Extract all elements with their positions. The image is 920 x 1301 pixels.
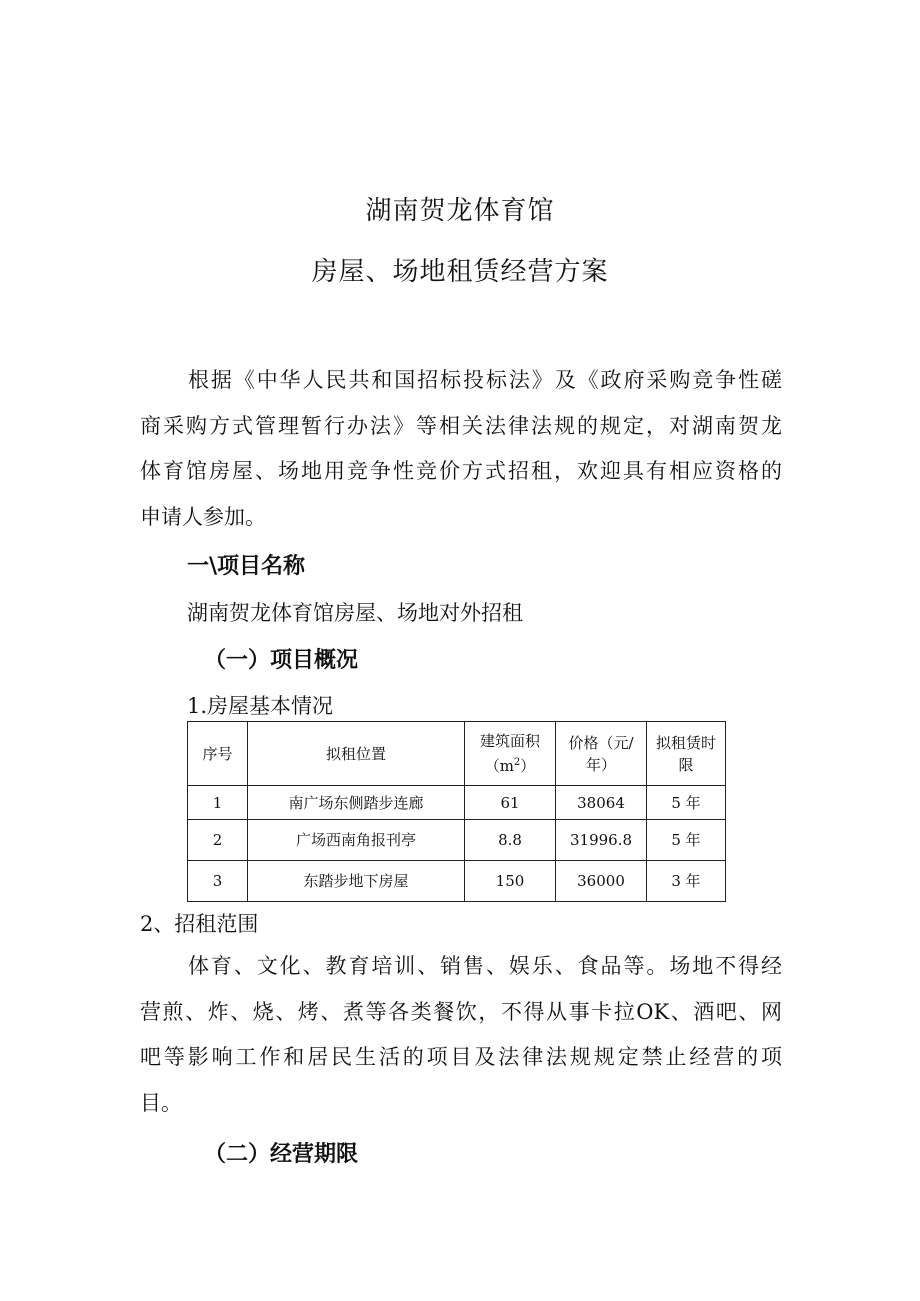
cell-price: 36000 [556, 861, 647, 902]
intro-line: 商采购方式管理暂行办法》等相关法律法规的规定，对湖南贺龙 [140, 413, 782, 438]
cell-no: 3 [188, 861, 248, 902]
table-row [188, 786, 726, 820]
header-price: 价格（元/ 年） [556, 722, 647, 786]
cell-area: 61 [465, 786, 556, 820]
scope-line: 营煎、炸、烧、烤、煮等各类餐饮，不得从事卡拉OK、酒吧、网 [140, 999, 782, 1024]
subsection-heading-term: （二）经营期限 [204, 1142, 359, 1167]
cell-price: 38064 [556, 786, 647, 820]
header-no: 序号 [188, 722, 248, 786]
item-heading-housing: 1.房屋基本情况 [187, 694, 334, 718]
item-heading-scope: 2、招租范围 [140, 912, 259, 936]
table-row [188, 861, 726, 902]
table-row [188, 820, 726, 861]
intro-line: 体育馆房屋、场地用竞争性竞价方式招租，欢迎具有相应资格的 [140, 459, 782, 483]
document-subtitle: 房屋、场地租赁经营方案 [311, 257, 609, 287]
scope-line: 体育、文化、教育培训、销售、娱乐、食品等。场地不得经 [188, 954, 782, 978]
scope-paragraph [140, 944, 782, 1126]
header-area: 建筑面积 $(m^2)$ [465, 722, 556, 786]
header-location: 拟租位置 [248, 722, 465, 786]
cell-area: 150 [465, 861, 556, 902]
scope-line: 吧等影响工作和居民生活的项目及法律法规规定禁止经营的项 [140, 1045, 782, 1069]
cell-term: 3 年 [647, 861, 726, 902]
intro-line: 申请人参加。 [140, 504, 266, 529]
cell-price: 31996.8 [556, 820, 647, 861]
cell-term: 5 年 [647, 820, 726, 861]
header-term: 拟租赁时 限 [647, 722, 726, 786]
subsection-heading-overview: （一）项目概况 [204, 648, 359, 673]
cell-term: 5 年 [647, 786, 726, 820]
cell-location: 东踏步地下房屋 [248, 861, 465, 902]
table-header-row [188, 722, 726, 786]
intro-paragraph [140, 358, 782, 540]
document-title: 湖南贺龙体育馆 [365, 196, 555, 226]
cell-no: 1 [188, 786, 248, 820]
cell-location: 广场西南角报刊亭 [248, 820, 465, 861]
cell-location: 南广场东侧踏步连廊 [248, 786, 465, 820]
cell-no: 2 [188, 820, 248, 861]
project-name-text: 湖南贺龙体育馆房屋、场地对外招租 [187, 601, 523, 625]
intro-line: 根据《中华人民共和国招标投标法》及《政府采购竞争性磋 [188, 368, 782, 392]
scope-line: 目。 [140, 1090, 182, 1115]
section-heading-project-name: 一\项目名称 [187, 554, 306, 579]
cell-area: 8.8 [465, 820, 556, 861]
rental-table [187, 721, 726, 902]
